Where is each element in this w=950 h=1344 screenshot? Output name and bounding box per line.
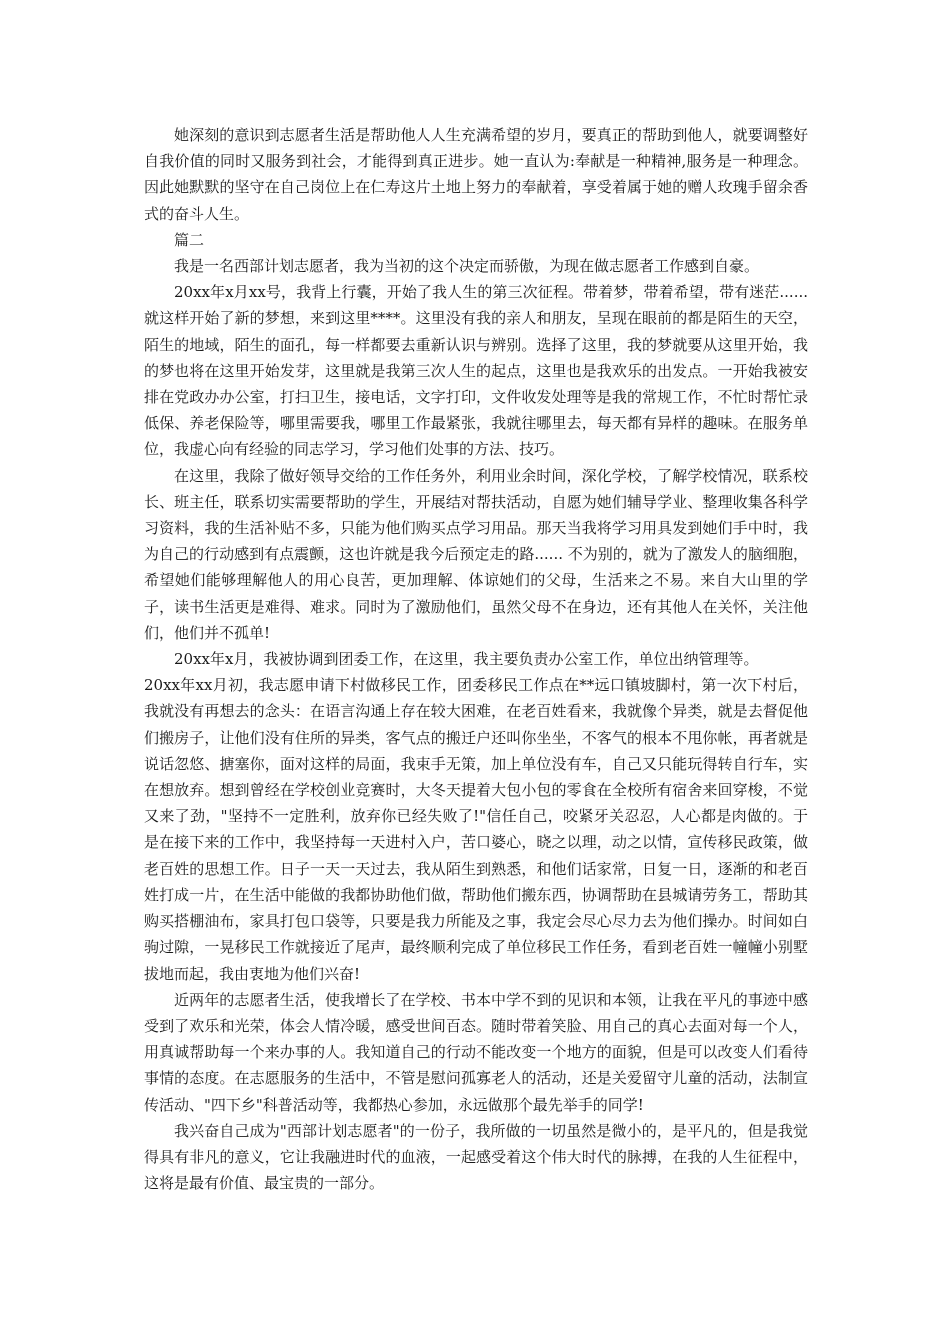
paragraph-intro: 我是一名西部计划志愿者，我为当初的这个决定而骄傲，为现在做志愿者工作感到自豪。 <box>174 257 760 276</box>
paragraph-two-years: 近两年的志愿者生活，使我增长了在学校、书本中学不到的见识和本领，让我在平凡的事迹中感受到了欢乐和光荣，体会人情冷暖，感受世间百态。随时带着笑脸、用自己的真心去面对每一个人，用真诚帮助每一个来办事的人。我知道自己的行动不能改变一个地方的面貌，但是可以改变人们看待事情的态度。在志愿服务的生活中，不管是慰问孤寡老人的活动，还是关爱留守儿童的活动，法制宣传活动、"四下乡"科普活动等，我都热心参加，永远做那个最先举手的同学! <box>144 990 808 1114</box>
paragraph-volunteer-summary: 她深刻的意识到志愿者生活是帮助他人人生充满希望的岁月，要真正的帮助到他人，就要调整好自我价值的同时又服务到社会，才能得到真正进步。她一直认为:奉献是一种精神,服务是一种理念。因此她默默的坚守在自己岗位上在仁寿这片土地上努力的奉献着，享受着属于她的赠人玫瑰手留余香式的奋斗人生。 <box>144 126 808 223</box>
document-body <box>144 122 808 1196</box>
paragraph-relocation-work: 20xx年xx月初，我志愿申请下村做移民工作，团委移民工作点在**远口镇坡脚村，第一次下村后，我就没有再想去的念头：在语言沟通上存在较大困难，在老百姓看来，我就像个异类，就是去督促他们搬房子，让他们没有住所的异类，客气点的搬迁户还叫你坐坐，不客气的根本不甩你帐，再者就是说话忽悠、搪塞你，面对这样的局面，我束手无策，加上单位没有车，自己又只能玩得转自行车，实在想放弃。想到曾经在学校创业竞赛时，大冬天提着大包小包的零食在全校所有宿舍来回穿梭，不觉又来了劲，"坚持不一定胜利，放弃你已经失败了!"信任自己，咬紧牙关忍忍，人心都是肉做的。于是在接下来的工作中，我坚持每一天进村入户，苦口婆心，晓之以理，动之以情，宣传移民政策，做老百姓的思想工作。日子一天一天过去，我从陌生到熟悉，和他们话家常，日复一日，逐渐的和老百姓打成一片，在生活中能做的我都协助他们做，帮助他们搬东西，协调帮助在县城请劳务工，帮助其购买搭棚油布，家具打包口袋等，只要是我力所能及之事，我定会尽心尽力去为他们操办。时间如白驹过隙，一晃移民工作就接近了尾声，最终顺利完成了单位移民工作任务，看到老百姓一幢幢小别墅拔地而起，我由衷地为他们兴奋! <box>144 676 808 983</box>
paragraph-conclusion: 我兴奋自己成为"西部计划志愿者"的一份子，我所做的一切虽然是微小的，是平凡的，但是我觉得具有非凡的意义，它让我融进时代的血液，一起感受着这个伟大时代的脉搏，在我的人生征程中，这将是最有价值、最宝贵的一部分。 <box>144 1121 808 1193</box>
paragraph-arrival: 20xx年x月xx号，我背上行囊，开始了我人生的第三次征程。带着梦，带着希望，带有迷茫......就这样开始了新的梦想，来到这里****。这里没有我的亲人和朋友，呈现在眼前的都是陌生的天空，陌生的地域，陌生的面孔，每一样都要去重新认识与辨别。选择了这里，我的梦就要从这里开始，我的梦也将在这里开始发芽，这里就是我第三次人生的起点，这里也是我欢乐的出发点。一开始我被安排在党政办办公室，打扫卫生，接电话，文字打印，文件收发处理等是我的常规工作，不忙时帮忙录低保、养老保险等，哪里需要我，哪里工作最紧张，我就往哪里去，每天都有异样的趣味。在服务单位，我虚心向有经验的同志学习，学习他们处事的方法、技巧。 <box>144 283 808 459</box>
paragraph-school-help: 在这里，我除了做好领导交给的工作任务外，利用业余时间，深化学校，了解学校情况，联系校长、班主任，联系切实需要帮助的学生，开展结对帮扶活动，自愿为她们辅导学业、整理收集各科学习资料，我的生活补贴不多，只能为他们购买点学习用品。那天当我将学习用具发到她们手中时，我为自己的行动感到有点震颤，这也许就是我今后预定走的路...... 不为别的，就为了激发人的脑细胞，希望她们能够理解他人的用心良苦，更加理解、体谅她们的父母，生活来之不易。来自大山里的学子，读书生活更是难得、难求。同时为了激励他们，虽然父母不在身边，还有其他人在关怀，关注他们，他们并不孤单! <box>144 466 808 642</box>
section-heading-part-two: 篇二 <box>174 230 205 249</box>
paragraph-youth-league: 20xx年x月，我被协调到团委工作，在这里，我主要负责办公室工作，单位出纳管理等。 <box>174 650 759 669</box>
